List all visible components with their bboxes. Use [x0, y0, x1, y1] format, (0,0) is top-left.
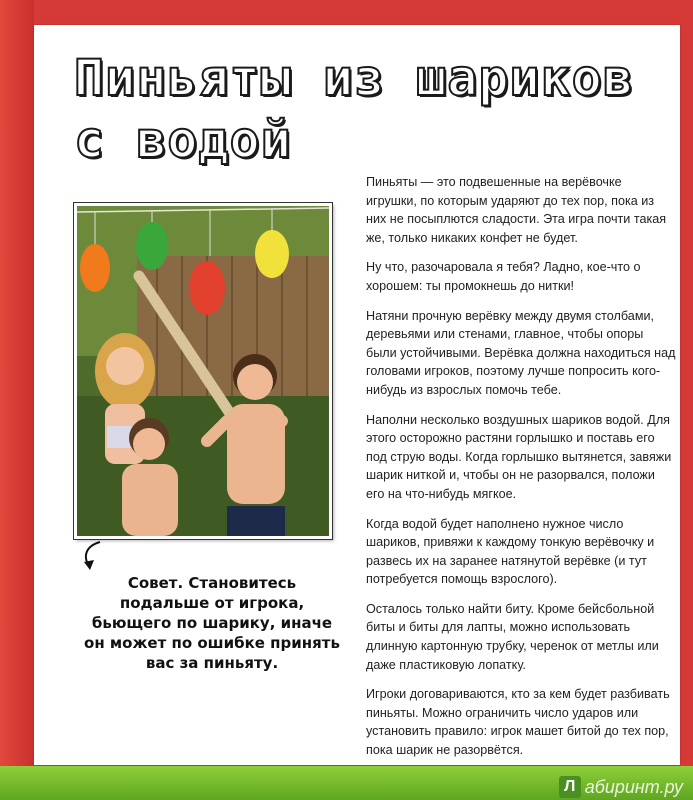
paragraph: Натяни прочную верёвку между двумя столбами, деревьями или стенами, главное, чтобы опоры были устойчивыми. Верёвка должна находиться над головами игроков, поэтому лучше попросить кого-нибудь из взрослых помочь тебе.: [366, 308, 676, 397]
paragraph: Наполни несколько воздушных шариков водой. Для этого осторожно растяни горлышко и поставь его под струю воды. Когда горлышко вытянется, завяжи шарик ниткой и, чтобы он не разорвался, положи его на что-нибудь мягкое.: [366, 412, 672, 501]
paragraph: Когда водой будет наполнено нужное число шариков, привяжи к каждому тонкую верёвочку и развесь их на заранее натянутой верёвке (и тут потребуется помощь взрослого).: [366, 516, 655, 587]
article-body: [366, 173, 676, 771]
page-title: Пиньяты из шариков с водой: [74, 49, 634, 169]
watermark-text: абиринт.ру: [584, 776, 683, 797]
book-page: [34, 25, 680, 765]
left-red-border: [0, 0, 34, 766]
paragraph: Пиньяты — это подвешенные на верёвочке игрушки, по которым ударяют до тех пор, пока из них не посыплются сладости. Эта игра почти такая же, только никаких конфет не будет.: [366, 175, 667, 245]
photo-illustration: [77, 206, 329, 536]
photo-children-with-water-balloons: [74, 203, 332, 539]
labirint-logo-icon: Л: [559, 776, 581, 798]
labirint-watermark: [559, 776, 683, 798]
paragraph: Игроки договариваются, кто за кем будет разбивать пиньяты. Можно ограничить число ударов или установить правило: игрок машет битой до тех пор, пока шарик не разорвётся.: [366, 687, 670, 758]
tip-text: Совет. Становитесь подальше от игрока, бьющего по шарику, иначе он может по ошибке принять вас за пиньяту.: [84, 574, 340, 672]
paragraph: Ну что, разочаровала я тебя? Ладно, кое-что о хорошем: ты промокнешь до нитки!: [366, 260, 641, 293]
paragraph: Осталось только найти биту. Кроме бейсбольной биты и биты для лапты, можно использовать длинную картонную трубку, черенок от метлы или даже пластиковую лопатку.: [366, 601, 659, 672]
curved-arrow-icon: [78, 540, 108, 572]
